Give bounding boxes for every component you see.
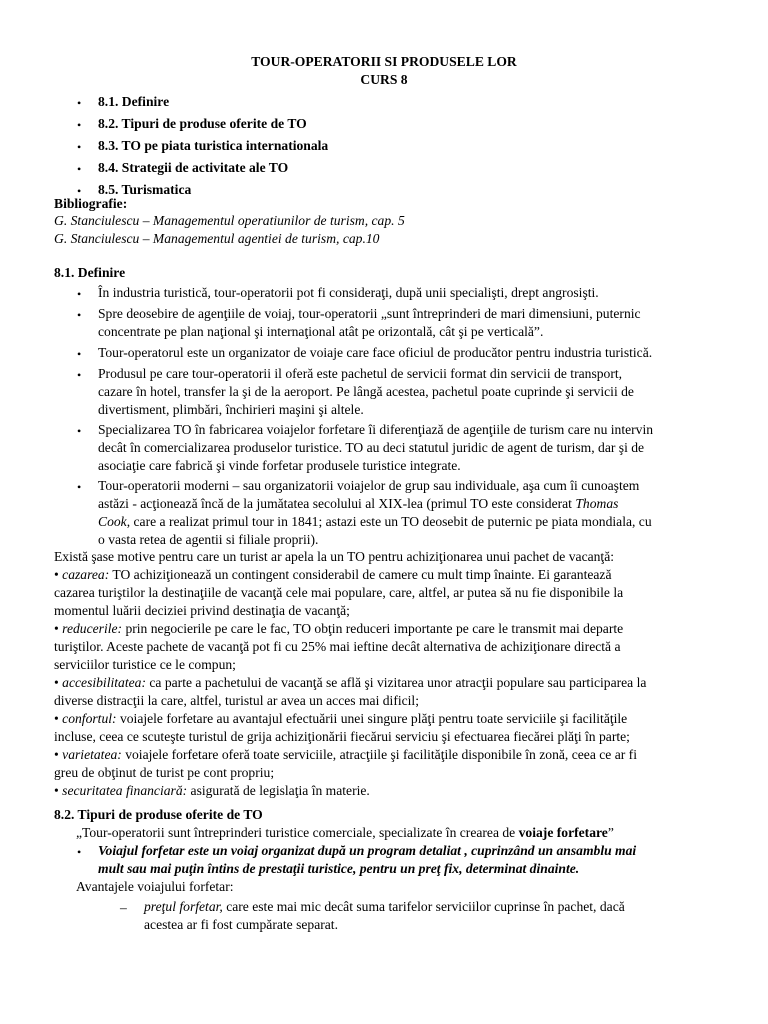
paragraph-line: serviciilor turistice ce le compun; <box>54 657 236 672</box>
paragraph-line <box>144 898 625 916</box>
motive-term: varietatea: <box>62 747 122 762</box>
paragraph-line: diverse distracţii la care, altfel, turistul ar avea un acces mai dificil; <box>54 693 419 708</box>
text-run-italic: Cook <box>98 514 127 529</box>
paragraph-line: acestea ar fi fost cumpărate separat. <box>144 917 338 932</box>
section-heading: 8.2. Tipuri de produse oferite de TO <box>54 807 263 822</box>
bullet-glyph: • <box>77 347 82 361</box>
paragraph-line: greu de obţinut de turist pe cont propriu; <box>54 765 275 780</box>
advantage-term: preţul forfetar, <box>144 899 223 914</box>
bullet-glyph: • <box>77 368 82 382</box>
paragraph-line: asociaţie care fabrică şi vinde forfetar produsele turistice integrate. <box>98 458 461 473</box>
bullet-glyph: • <box>77 96 82 110</box>
toc-item: 8.1. Definire <box>98 94 170 109</box>
paragraph-line: concentrate pe plan naţional şi internaţional atât pe orizontală, cât şi pe verticală”. <box>98 324 544 339</box>
bullet-glyph: • <box>77 287 82 301</box>
bibliography-item: G. Stanciulescu – Managementul operatiunilor de turism, cap. 5 <box>54 213 405 228</box>
paragraph-line: momentul luării deciziei privind destinaţia de vacanţă; <box>54 603 350 618</box>
bullet-glyph: • <box>54 711 59 726</box>
motive-line <box>54 746 637 764</box>
motive-term: accesibilitatea: <box>62 675 146 690</box>
motive-line <box>54 710 627 728</box>
text-run: voiajele forfetare au avantajul efectuării unei singure plăţi pentru toate serviciile şi facilităţile <box>116 711 628 726</box>
motive-line <box>54 782 370 800</box>
motive-term: securitatea financiară: <box>62 783 188 798</box>
bullet-glyph: • <box>54 567 59 582</box>
motive-term: cazarea: <box>62 567 110 582</box>
paragraph-line <box>76 824 614 842</box>
bullet-glyph: • <box>77 424 82 438</box>
bullet-glyph: • <box>77 480 82 494</box>
paragraph-line: Specializarea TO în fabricarea voiajelor forfetare îi diferenţiază de agenţiile de turism care nu intervin <box>98 422 654 437</box>
bullet-glyph: • <box>77 140 82 154</box>
paragraph-line: mult sau mai puţin întins de prestaţii turistice, pentru un preţ fix, determinat dinainte. <box>98 861 580 876</box>
toc-item: 8.3. TO pe piata turistica internationala <box>98 138 329 153</box>
text-run: care este mai mic decât suma tarifelor serviciilor cuprinse în pachet, dacă <box>222 899 625 914</box>
document-title: TOUR-OPERATORII SI PRODUSELE LOR <box>251 54 517 69</box>
paragraph-line: divertisment, plimbări, închirieri maşini şi altele. <box>98 402 364 417</box>
paragraph-line: o vasta retea de agentii si filiale proprii). <box>98 532 319 547</box>
paragraph-line: Spre deosebire de agenţiile de voiaj, tour-operatorii „sunt întreprinderi de mari dimensiuni, puternic <box>98 306 641 321</box>
bibliography-item: G. Stanciulescu – Managementul agentiei de turism, cap.10 <box>54 231 380 246</box>
dash-glyph: – <box>120 900 127 915</box>
paragraph-line: turiştilor. Aceste pachete de vacanţă pot fi cu 25% mai ieftine decât alternativa de achiziţionare directă a <box>54 639 621 654</box>
paragraph-line: incluse, ceea ce scuteşte turistul de grija achiziţionării fiecărui serviciu şi efectuarea fiecărei plăţi în parte; <box>54 729 630 744</box>
paragraph-line: cazarea turiştilor la destinaţiile de vacanţă cele mai populare, care, altfel, ar putea să nu fie disponibile la <box>54 585 624 600</box>
paragraph-line: decât în comercializarea produselor turistice. TO au deci statutul juridic de agent de turism, dar şi de <box>98 440 645 455</box>
paragraph-line: În industria turistică, tour-operatorii pot fi consideraţi, după unii specialişti, drept angrosişti. <box>98 285 599 300</box>
bullet-glyph: • <box>77 845 82 859</box>
paragraph-line: Tour-operatorul este un organizator de voiaje care face oficiul de producător pentru industria turistică. <box>98 345 653 360</box>
bullet-glyph: • <box>54 621 59 636</box>
paragraph-line: Voiajul forfetar este un voiaj organizat după un program detaliat , cuprinzând un ansamblu mai <box>98 843 637 858</box>
text-run: ca parte a pachetului de vacanţă se află şi vizitarea unor atracţii populare sau participarea la <box>145 675 647 690</box>
bullet-glyph: • <box>77 308 82 322</box>
text-run: astăzi - acţionează încă de la jumătatea secolului al XIX-lea (primul TO este considerat <box>98 496 576 511</box>
text-run: TO achiziţionează un contingent considerabil de camere cu mult timp înainte. Ei garantează <box>109 567 612 582</box>
motive-term: confortul: <box>62 711 117 726</box>
section-heading: 8.1. Definire <box>54 265 126 280</box>
text-run: ” <box>607 825 614 840</box>
bullet-glyph: • <box>77 184 82 198</box>
text-run: asigurată de legislaţia în materie. <box>187 783 370 798</box>
text-run-italic: Thomas <box>575 496 619 511</box>
paragraph-line: cazare în hotel, transfer la şi de la aeroport. Pe lângă acestea, pachetul poate cuprinde şi servicii de <box>98 384 634 399</box>
document-subtitle: CURS 8 <box>360 72 408 87</box>
bullet-glyph: • <box>77 118 82 132</box>
bullet-glyph: • <box>77 162 82 176</box>
paragraph-line <box>98 495 618 513</box>
toc-item: 8.4. Strategii de activitate ale TO <box>98 160 289 175</box>
paragraph-line: Există şase motive pentru care un turist ar apela la un TO pentru achiziţionarea unui pachet de vacanţă: <box>54 549 615 564</box>
text-run-bold: voiaje forfetare <box>518 825 608 840</box>
motive-line <box>54 620 623 638</box>
bibliography-heading: Bibliografie: <box>54 196 128 211</box>
toc-item: 8.5. Turismatica <box>98 182 192 197</box>
motive-line <box>54 566 612 584</box>
text-run: voiajele forfetare oferă toate serviciile, atracţiile şi facilităţile disponibile în zonă, ceea ce ar fi <box>121 747 637 762</box>
bullet-glyph: • <box>54 675 59 690</box>
bullet-glyph: • <box>54 783 59 798</box>
paragraph-line: Produsul pe care tour-operatorii il oferă este pachetul de servicii format din servicii de transport, <box>98 366 623 381</box>
paragraph-line <box>98 513 652 531</box>
toc-item: 8.2. Tipuri de produse oferite de TO <box>98 116 307 131</box>
text-run: „Tour-operatorii sunt întreprinderi turistice comerciale, specializate în crearea de <box>76 825 519 840</box>
motive-line <box>54 674 646 692</box>
text-run: prin negocierile pe care le fac, TO obţin reduceri importante pe care le transmit mai departe <box>122 621 624 636</box>
paragraph-line: Avantajele voiajului forfetar: <box>76 879 234 894</box>
bullet-glyph: • <box>54 747 59 762</box>
text-run: , care a realizat primul tour in 1841; astazi este un TO deosebit de puternic pe piata mondiala, cu <box>126 514 652 529</box>
paragraph-line: Tour-operatorii moderni – sau organizatorii voiajelor de grup sau individuale, aşa cum îi cunoaştem <box>98 478 640 493</box>
motive-term: reducerile: <box>62 621 123 636</box>
